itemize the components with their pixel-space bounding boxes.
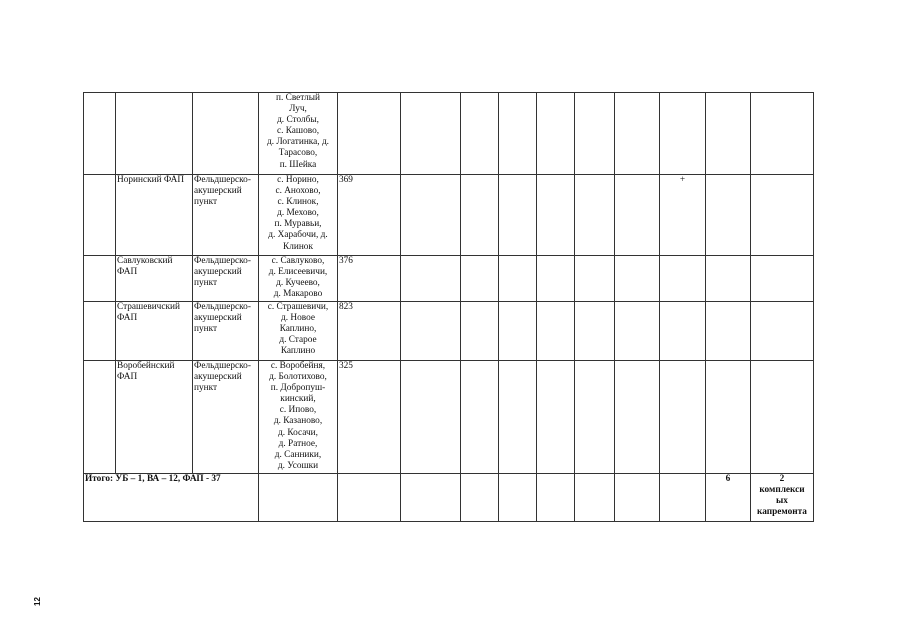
mark-cell: + xyxy=(660,175,706,256)
mark-cell xyxy=(660,93,706,175)
number-cell xyxy=(84,175,116,256)
mark-cell xyxy=(660,302,706,361)
population-cell: 823 xyxy=(338,302,401,361)
table-row xyxy=(84,93,814,175)
mark-cell xyxy=(660,361,706,474)
mark-cell xyxy=(660,256,706,302)
served-villages: п. Светлый Луч, д. Столбы, с. Кашово, д. Логатинка, д. Тарасово, п. Шейка xyxy=(259,93,338,175)
facility-type xyxy=(193,93,259,175)
facility-type: Фельдшерско-акушерский пункт xyxy=(193,302,259,361)
total-row xyxy=(84,474,814,522)
facility-type: Фельдшерско-акушерский пункт xyxy=(193,175,259,256)
served-villages: с. Норино, с. Анохово, с. Клинок, д. Мехово, п. Муравьи, д. Харабочи, д. Клинок xyxy=(259,175,338,256)
table-row xyxy=(84,302,814,361)
facility-type: Фельдшерско-акушерский пункт xyxy=(193,361,259,474)
facility-name: Савлуковский ФАП xyxy=(116,256,193,302)
served-villages: с. Савлуково, д. Елисеевичи, д. Кучеево, д. Макарово xyxy=(259,256,338,302)
page-number: 12 xyxy=(32,597,42,606)
facility-name: Воробейнский ФАП xyxy=(116,361,193,474)
table-row xyxy=(84,361,814,474)
facility-table xyxy=(83,92,814,522)
total-label: Итого: УБ – 1, ВА – 12, ФАП - 37 xyxy=(84,474,259,522)
number-cell xyxy=(84,302,116,361)
population-cell: 376 xyxy=(338,256,401,302)
register-table-area xyxy=(83,92,814,522)
facility-type: Фельдшерско-акушерский пункт xyxy=(193,256,259,302)
population-cell xyxy=(338,93,401,175)
facility-name: Норинский ФАП xyxy=(116,175,193,256)
total-count: 6 xyxy=(706,474,751,522)
facility-name: Страшевичский ФАП xyxy=(116,302,193,361)
facility-name xyxy=(116,93,193,175)
table-row xyxy=(84,175,814,256)
population-cell: 325 xyxy=(338,361,401,474)
served-villages: с. Страшевичи, д. Новое Каплино, д. Старое Каплино xyxy=(259,302,338,361)
number-cell xyxy=(84,93,116,175)
served-villages: с. Воробейня, д. Болотихово, п. Добропуш- кинский, с. Ипово, д. Казаново, д. Косачи, д. Ратное, д. Санники, д. Усошки xyxy=(259,361,338,474)
total-note: 2 комплекси ых капремонта xyxy=(751,474,814,522)
table-row xyxy=(84,256,814,302)
population-cell: 369 xyxy=(338,175,401,256)
number-cell xyxy=(84,361,116,474)
number-cell xyxy=(84,256,116,302)
